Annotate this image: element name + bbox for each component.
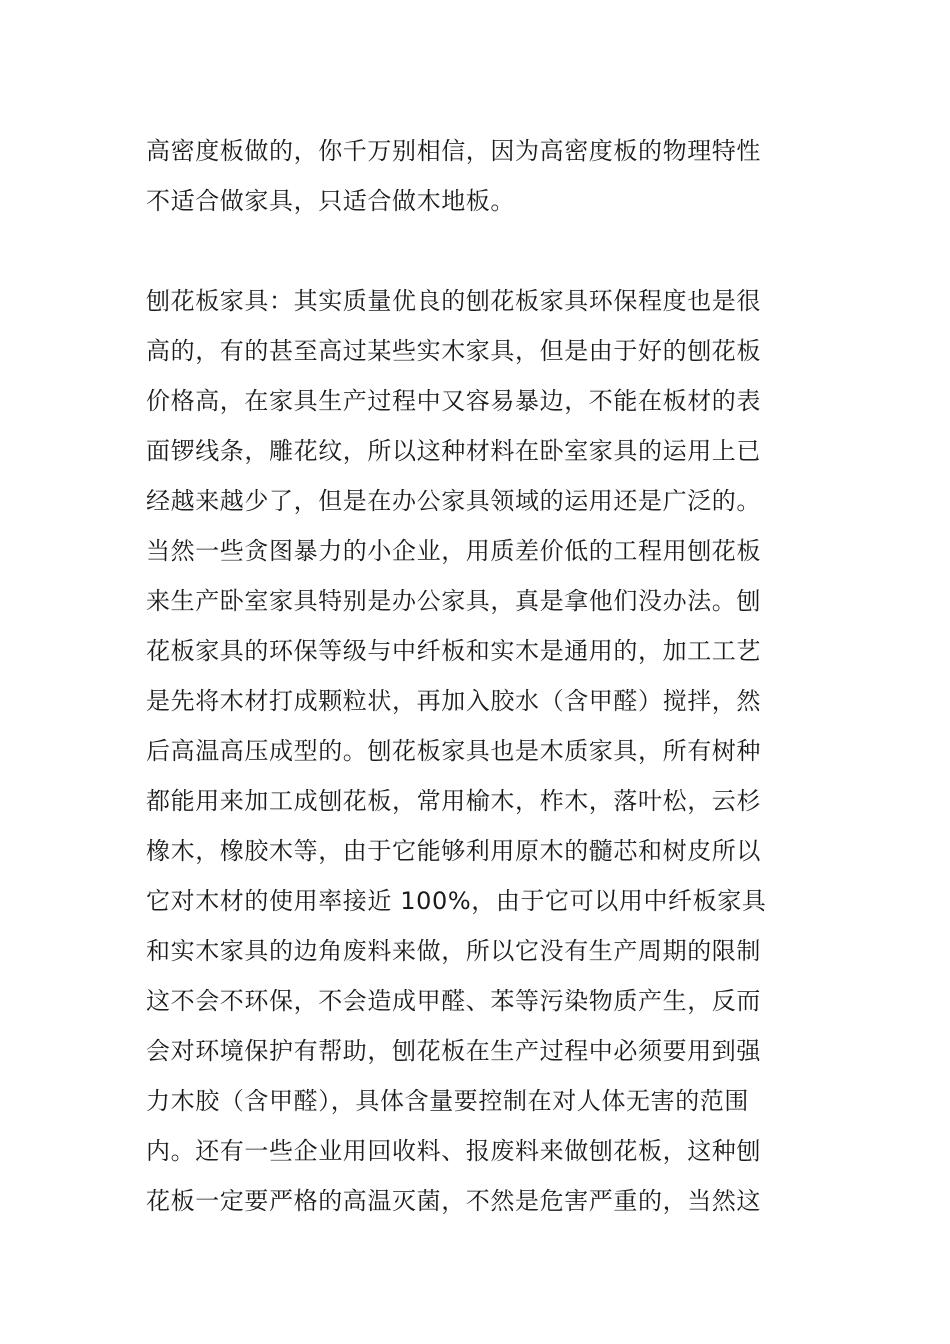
text-line: 经越来越少了，但是在办公家具领域的运用还是广泛的。: [146, 487, 761, 515]
text-line: 当然一些贪图暴力的小企业，用质差价低的工程用刨花板: [146, 537, 761, 565]
text-line: 高的，有的甚至高过某些实木家具，但是由于好的刨花板: [146, 337, 761, 365]
text-line: 橡木，橡胶木等，由于它能够利用原木的髓芯和树皮所以: [146, 837, 761, 865]
text-line: 和实木家具的边角废料来做，所以它没有生产周期的限制: [146, 937, 761, 965]
text-line: 来生产卧室家具特别是办公家具，真是拿他们没办法。刨: [146, 587, 761, 615]
text-line: 力木胶（含甲醛），具体含量要控制在对人体无害的范围: [146, 1087, 749, 1115]
text-line: 不适合做家具，只适合做木地板。: [146, 187, 515, 215]
text-line: 花板家具的环保等级与中纤板和实木是通用的，加工工艺: [146, 637, 761, 665]
text-line: 内。还有一些企业用回收料、报废料来做刨花板，这种刨: [146, 1137, 761, 1165]
text-line: 高密度板做的，你千万别相信，因为高密度板的物理特性: [146, 137, 761, 165]
text-line: 都能用来加工成刨花板，常用榆木，柞木，落叶松，云杉: [146, 787, 761, 815]
text-line: 后高温高压成型的。刨花板家具也是木质家具，所有树种: [146, 737, 761, 765]
text-line: 是先将木材打成颗粒状，再加入胶水（含甲醛）搅拌，然: [146, 687, 761, 715]
text-line: 这不会不环保，不会造成甲醛、苯等污染物质产生，反而: [146, 987, 761, 1015]
text-line: 它对木材的使用率接近 100%，由于它可以用中纤板家具: [146, 887, 767, 915]
text-line: 面锣线条，雕花纹，所以这种材料在卧室家具的运用上已: [146, 437, 761, 465]
text-line: 价格高，在家具生产过程中又容易暴边，不能在板材的表: [146, 387, 761, 415]
text-line: 刨花板家具：其实质量优良的刨花板家具环保程度也是很: [146, 287, 761, 315]
text-line: 会对环境保护有帮助，刨花板在生产过程中必须要用到强: [146, 1037, 761, 1065]
text-line: 花板一定要严格的高温灭菌，不然是危害严重的，当然这: [146, 1187, 761, 1215]
